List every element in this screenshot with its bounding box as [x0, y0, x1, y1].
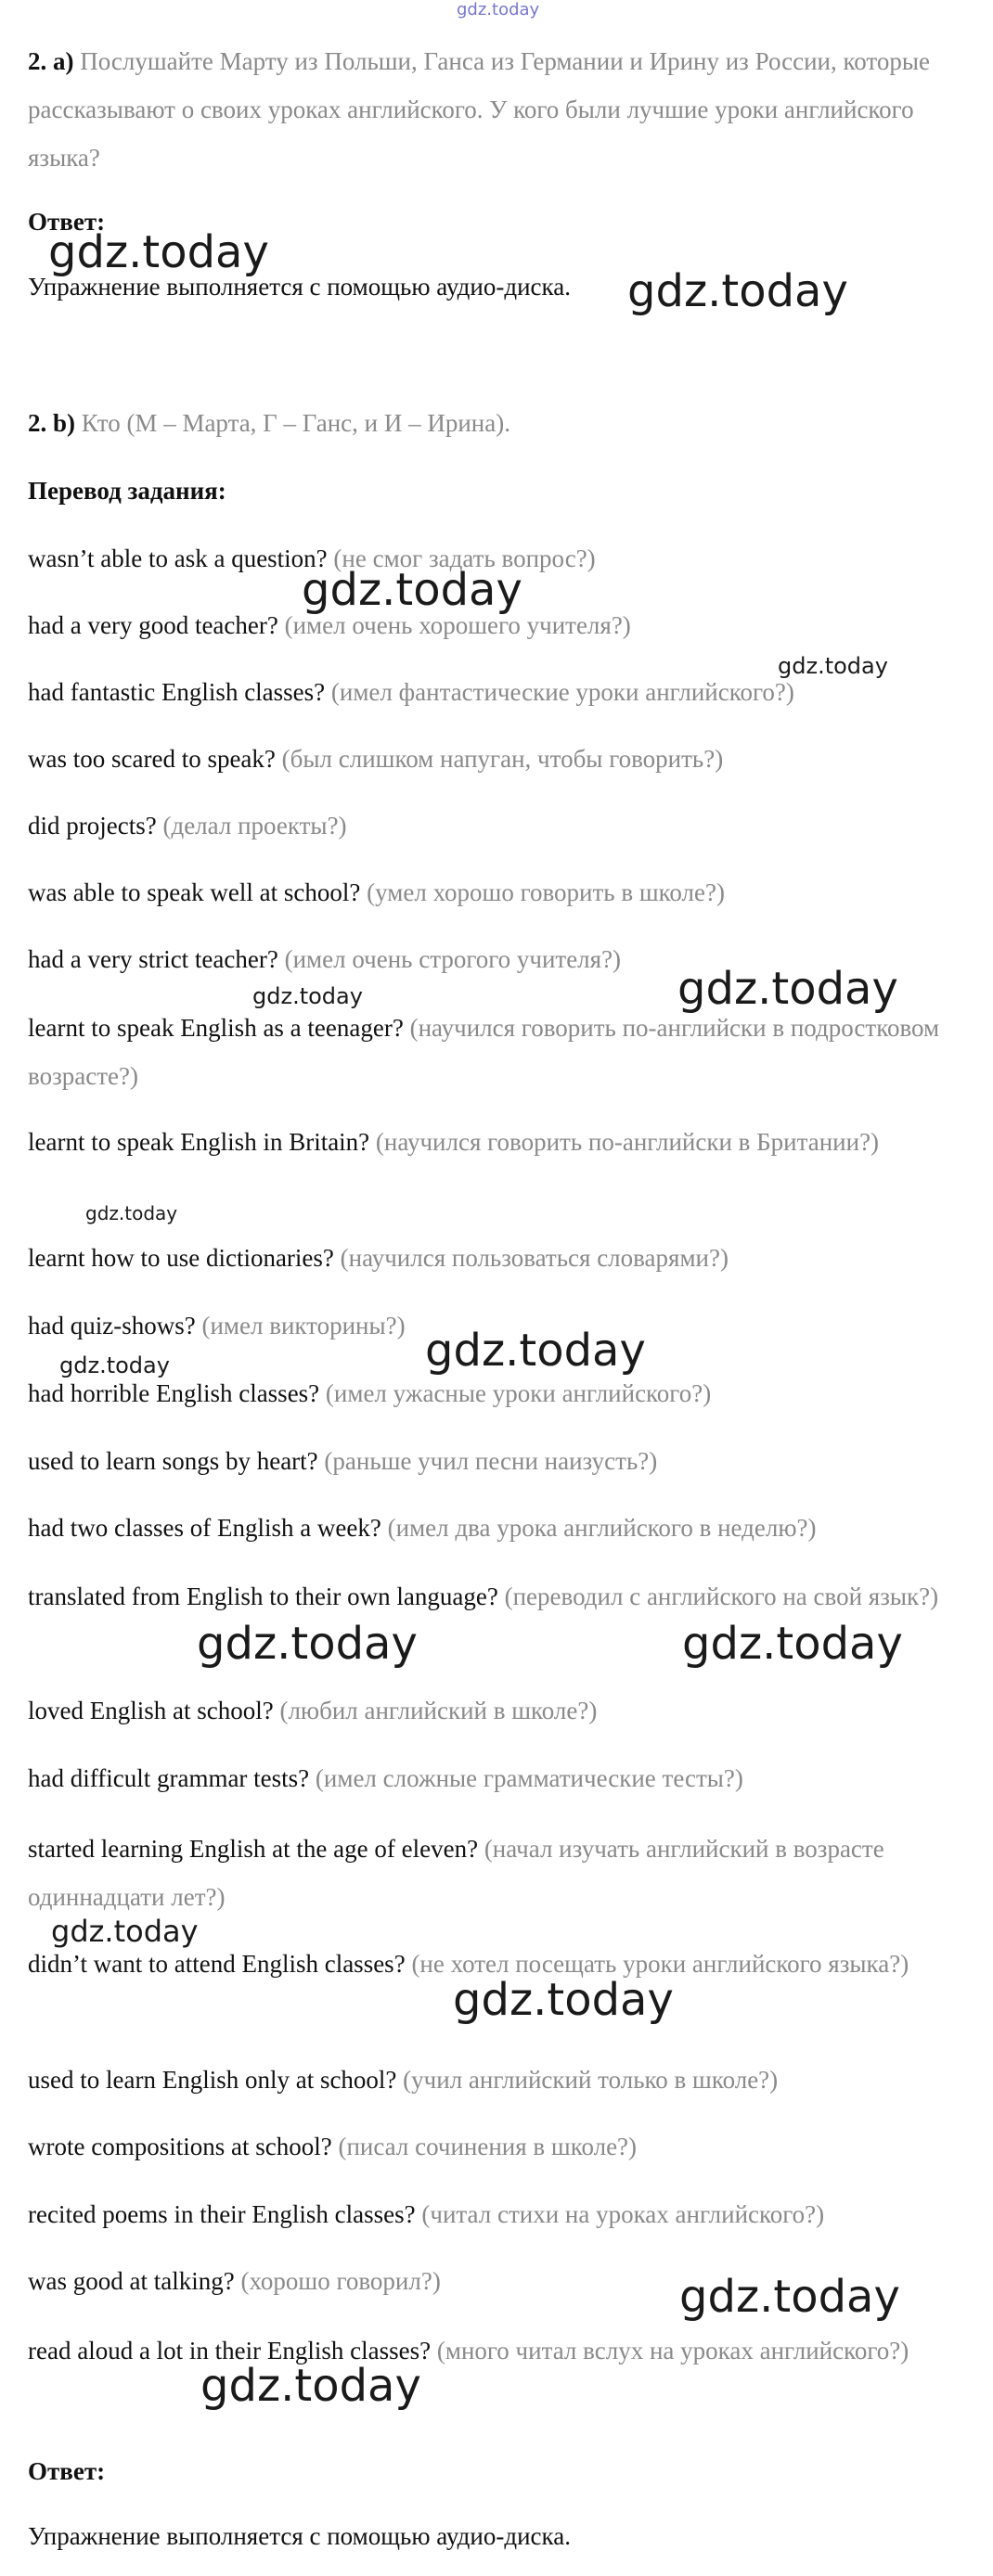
list-item — [28, 1754, 947, 1802]
watermark: gdz.today — [679, 2271, 900, 2323]
item-en: did projects? — [28, 812, 157, 839]
item-en: loved English at school? — [28, 1697, 274, 1724]
task-a — [28, 37, 947, 182]
list-item — [28, 1369, 947, 1417]
item-ru: (имел ужасные уроки английского?) — [325, 1379, 712, 1407]
list-item — [28, 2056, 947, 2104]
item-ru: (начал изучать английский в возрасте одиннадцати лет?) — [28, 1835, 884, 1911]
item-ru: (умел хорошо говорить в школе?) — [367, 878, 725, 906]
item-en: had a very good teacher? — [28, 611, 278, 639]
item-en: translated from English to their own language? — [28, 1583, 498, 1610]
watermark: gdz.today — [59, 1352, 170, 1378]
list-item — [28, 1301, 947, 1350]
list-item — [28, 1686, 947, 1735]
item-en: used to learn English only at school? — [28, 2066, 397, 2094]
task-a-text: Послушайте Марту из Польши, Ганса из Германии и Ирину из России, которые рассказывают о своих уроках английского. У кого были лучшие уроки английского языка? — [28, 47, 930, 172]
item-ru: (читал стихи на уроках английского?) — [421, 2200, 825, 2228]
item-ru: (много читал вслух на уроках английского?) — [436, 2337, 909, 2365]
watermark: gdz.today — [200, 2360, 421, 2412]
list-item — [28, 735, 947, 783]
item-ru: (научился говорить по-английски в подростковом возрасте?) — [28, 1014, 940, 1090]
list-item — [28, 1118, 947, 1166]
item-en: was good at talking? — [28, 2267, 235, 2295]
item-ru: (писал сочинения в школе?) — [338, 2133, 638, 2160]
watermark: gdz.today — [197, 1618, 418, 1670]
item-en: recited poems in their English classes? — [28, 2200, 416, 2228]
answer-a-label: Ответ: — [28, 208, 106, 236]
item-ru: (имел очень хорошего учителя?) — [284, 611, 631, 639]
watermark: gdz.today — [682, 1618, 903, 1670]
item-ru: (имел очень строгого учителя?) — [284, 945, 622, 973]
item-ru: (имел фантастические уроки английского?) — [330, 678, 794, 706]
item-ru: (имел сложные грамматические тесты?) — [315, 1764, 743, 1792]
list-item — [28, 534, 947, 583]
list-item — [28, 1572, 947, 1621]
item-en: had a very strict teacher? — [28, 945, 278, 973]
item-ru: (был слишком напуган, чтобы говорить?) — [281, 745, 724, 773]
item-en: was able to speak well at school? — [28, 878, 361, 906]
item-ru: (не смог задать вопрос?) — [333, 545, 596, 572]
watermark: gdz.today — [627, 265, 848, 317]
item-ru: (научился пользоваться словарями?) — [340, 1244, 729, 1272]
list-item — [28, 2326, 947, 2375]
item-en: was too scared to speak? — [28, 745, 276, 773]
task-b-number: 2. b) — [28, 409, 76, 437]
item-ru: (раньше учил песни наизусть?) — [324, 1447, 658, 1475]
list-item — [28, 2257, 947, 2305]
item-en: had quiz-shows? — [28, 1312, 196, 1339]
list-item — [28, 2122, 947, 2171]
task-b-text: Кто (М – Марта, Г – Ганс, и И – Ирина). — [81, 409, 510, 437]
list-item — [28, 935, 947, 983]
watermark: gdz.today — [778, 653, 888, 679]
task-b — [28, 399, 947, 447]
item-en: wrote compositions at school? — [28, 2133, 332, 2160]
list-item — [28, 2190, 947, 2238]
item-en: started learning English at the age of eleven? — [28, 1835, 479, 1863]
item-en: had difficult grammar tests? — [28, 1764, 310, 1792]
item-en: had horrible English classes? — [28, 1379, 320, 1407]
item-en: had two classes of English a week? — [28, 1514, 381, 1542]
item-ru: (учил английский только в школе?) — [403, 2066, 779, 2094]
list-item — [28, 668, 947, 716]
watermark: gdz.today — [457, 0, 540, 19]
item-ru: (любил английский в школе?) — [279, 1697, 598, 1724]
item-en: wasn’t able to ask a question? — [28, 545, 328, 572]
watermark: gdz.today — [302, 564, 522, 616]
item-en: had fantastic English classes? — [28, 678, 326, 706]
item-ru: (не хотел посещать уроки английского языка?) — [411, 1950, 909, 1978]
item-ru: (имел викторины?) — [201, 1312, 406, 1339]
watermark: gdz.today — [48, 226, 269, 278]
list-item — [28, 1234, 947, 1282]
item-en: didn’t want to attend English classes? — [28, 1950, 406, 1978]
list-item — [28, 1825, 947, 1921]
item-ru: (делал проекты?) — [162, 812, 347, 839]
watermark: gdz.today — [453, 1974, 674, 2026]
translation-label: Перевод задания: — [28, 477, 226, 505]
watermark: gdz.today — [51, 1914, 199, 1949]
item-ru: (хорошо говорил?) — [240, 2267, 441, 2295]
watermark: gdz.today — [677, 963, 898, 1015]
list-item — [28, 601, 947, 649]
item-en: used to learn songs by heart? — [28, 1447, 318, 1475]
item-ru: (имел два урока английского в неделю?) — [387, 1514, 817, 1542]
list-item — [28, 1004, 947, 1100]
item-ru: (научился говорить по-английски в Британии?) — [375, 1128, 880, 1156]
list-item — [28, 1437, 947, 1485]
item-ru: (переводил с английского на свой язык?) — [504, 1583, 939, 1610]
list-item — [28, 1940, 947, 1988]
watermark: gdz.today — [425, 1325, 646, 1377]
task-a-number: 2. a) — [28, 47, 74, 75]
list-item — [28, 801, 947, 850]
list-item — [28, 1504, 947, 1552]
item-en: learnt how to use dictionaries? — [28, 1244, 334, 1272]
watermark: gdz.today — [252, 983, 363, 1009]
watermark: gdz.today — [85, 1202, 178, 1224]
item-en: read aloud a lot in their English classes? — [28, 2337, 432, 2365]
answer-a-text: Упражнение выполняется с помощью аудио-диска. — [28, 273, 571, 301]
answer-b-text: Упражнение выполняется с помощью аудио-диска. — [28, 2522, 571, 2550]
item-en: learnt to speak English in Britain? — [28, 1128, 370, 1156]
item-en: learnt to speak English as a teenager? — [28, 1014, 404, 1042]
answer-b-label: Ответ: — [28, 2457, 106, 2485]
list-item — [28, 868, 947, 916]
